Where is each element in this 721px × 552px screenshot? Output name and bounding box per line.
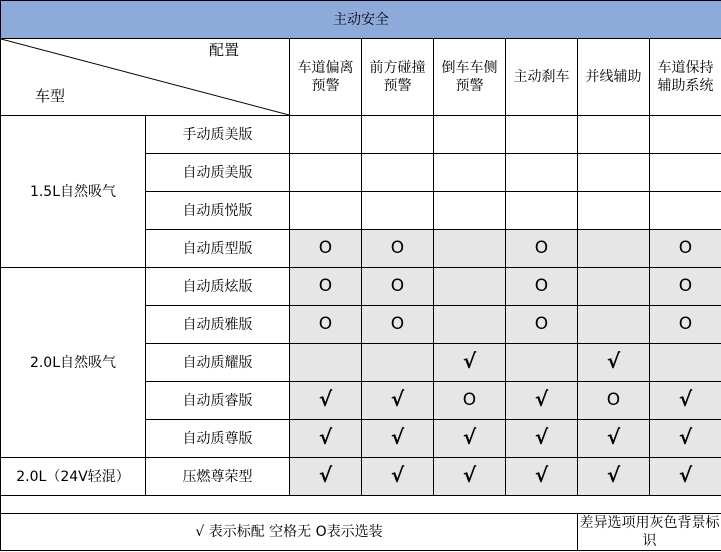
feature-cell xyxy=(578,458,650,496)
feature-cell xyxy=(434,230,506,268)
feature-cell xyxy=(650,344,721,382)
feature-cell xyxy=(650,382,721,420)
trim-cell: 压燃尊荣型 xyxy=(146,458,290,496)
standard-mark: √ xyxy=(678,387,693,411)
feature-cell xyxy=(434,268,506,306)
feature-cell xyxy=(506,230,578,268)
feature-cell xyxy=(362,116,434,154)
feature-cell xyxy=(650,230,721,268)
trim-cell: 自动质炫版 xyxy=(146,268,290,306)
engine-cell: 1.5L自然吸气 xyxy=(1,116,146,268)
optional-mark: O xyxy=(318,238,333,258)
feature-cell xyxy=(434,420,506,458)
standard-mark: √ xyxy=(678,425,693,449)
feature-cell xyxy=(362,344,434,382)
feature-cell xyxy=(578,268,650,306)
feature-cell xyxy=(506,344,578,382)
feature-cell xyxy=(362,382,434,420)
feature-cell xyxy=(290,230,362,268)
optional-mark: O xyxy=(534,314,549,334)
standard-mark: √ xyxy=(462,349,477,373)
column-header: 倒车车侧 预警 xyxy=(434,39,506,116)
table-row xyxy=(1,116,721,154)
column-header: 车道偏离 预警 xyxy=(290,39,362,116)
feature-cell xyxy=(290,458,362,496)
optional-mark: O xyxy=(678,314,693,334)
feature-cell xyxy=(434,344,506,382)
table-row xyxy=(1,268,721,306)
feature-cell xyxy=(362,420,434,458)
standard-mark: √ xyxy=(318,463,333,487)
standard-mark: √ xyxy=(390,463,405,487)
feature-cell xyxy=(578,344,650,382)
legend-marks: √ 表示标配 空格无 O表示选装 xyxy=(1,514,578,551)
standard-mark: √ xyxy=(462,463,477,487)
feature-cell xyxy=(362,154,434,192)
feature-cell xyxy=(578,116,650,154)
optional-mark: O xyxy=(390,314,405,334)
feature-cell xyxy=(650,192,721,230)
feature-cell xyxy=(578,192,650,230)
feature-cell xyxy=(506,192,578,230)
standard-mark: √ xyxy=(534,463,549,487)
table-row xyxy=(1,458,721,496)
spacer-cell xyxy=(1,496,721,514)
feature-cell xyxy=(434,382,506,420)
table-title: 主动安全 xyxy=(1,1,721,39)
optional-mark: O xyxy=(318,276,333,296)
feature-cell xyxy=(362,306,434,344)
trim-cell: 自动质睿版 xyxy=(146,382,290,420)
optional-mark: O xyxy=(606,390,621,410)
trim-cell: 自动质型版 xyxy=(146,230,290,268)
legend-row xyxy=(1,514,721,551)
feature-cell xyxy=(578,382,650,420)
feature-cell xyxy=(290,344,362,382)
header-corner-cell xyxy=(1,39,290,116)
standard-mark: √ xyxy=(678,463,693,487)
feature-cell xyxy=(650,458,721,496)
standard-mark: √ xyxy=(534,425,549,449)
feature-cell xyxy=(434,116,506,154)
column-header: 并线辅助 xyxy=(578,39,650,116)
feature-cell xyxy=(650,116,721,154)
trim-cell: 自动质美版 xyxy=(146,154,290,192)
feature-cell xyxy=(290,154,362,192)
feature-cell xyxy=(650,420,721,458)
feature-cell xyxy=(506,268,578,306)
standard-mark: √ xyxy=(606,349,621,373)
feature-cell xyxy=(434,458,506,496)
config-label: 配置 xyxy=(209,41,240,59)
trim-cell: 自动质雅版 xyxy=(146,306,290,344)
feature-cell xyxy=(506,458,578,496)
feature-cell xyxy=(290,268,362,306)
optional-mark: O xyxy=(390,276,405,296)
feature-cell xyxy=(362,230,434,268)
trim-cell: 自动质耀版 xyxy=(146,344,290,382)
optional-mark: O xyxy=(534,276,549,296)
optional-mark: O xyxy=(534,238,549,258)
standard-mark: √ xyxy=(534,387,549,411)
trim-cell: 自动质悦版 xyxy=(146,192,290,230)
standard-mark: √ xyxy=(462,425,477,449)
spacer-row xyxy=(1,496,721,514)
feature-cell xyxy=(506,306,578,344)
feature-cell xyxy=(506,420,578,458)
feature-cell xyxy=(578,154,650,192)
feature-cell xyxy=(578,306,650,344)
optional-mark: O xyxy=(678,276,693,296)
engine-cell: 2.0L（24V轻混） xyxy=(1,458,146,496)
feature-cell xyxy=(506,382,578,420)
standard-mark: √ xyxy=(606,463,621,487)
column-header: 车道保持 辅助系统 xyxy=(650,39,721,116)
standard-mark: √ xyxy=(318,425,333,449)
feature-cell xyxy=(290,420,362,458)
trim-cell: 自动质尊版 xyxy=(146,420,290,458)
feature-cell xyxy=(434,306,506,344)
feature-cell xyxy=(578,230,650,268)
column-header: 前方碰撞 预警 xyxy=(362,39,434,116)
feature-cell xyxy=(290,116,362,154)
optional-mark: O xyxy=(318,314,333,334)
trim-cell: 手动质美版 xyxy=(146,116,290,154)
feature-cell xyxy=(290,382,362,420)
feature-cell xyxy=(650,154,721,192)
optional-mark: O xyxy=(462,390,477,410)
standard-mark: √ xyxy=(390,387,405,411)
standard-mark: √ xyxy=(606,425,621,449)
feature-cell xyxy=(434,154,506,192)
optional-mark: O xyxy=(390,238,405,258)
engine-cell: 2.0L自然吸气 xyxy=(1,268,146,458)
standard-mark: √ xyxy=(390,425,405,449)
legend-note: 差异选项用灰色背景标识 xyxy=(579,515,720,549)
feature-cell xyxy=(506,116,578,154)
feature-cell xyxy=(362,192,434,230)
feature-cell xyxy=(650,306,721,344)
column-header: 主动刹车 xyxy=(506,39,578,116)
feature-cell xyxy=(434,192,506,230)
standard-mark: √ xyxy=(318,387,333,411)
feature-cell xyxy=(650,268,721,306)
feature-cell xyxy=(362,268,434,306)
feature-cell xyxy=(362,458,434,496)
feature-cell xyxy=(290,192,362,230)
feature-cell xyxy=(506,154,578,192)
model-label: 车型 xyxy=(35,87,66,105)
feature-cell xyxy=(290,306,362,344)
feature-cell xyxy=(578,420,650,458)
optional-mark: O xyxy=(678,238,693,258)
